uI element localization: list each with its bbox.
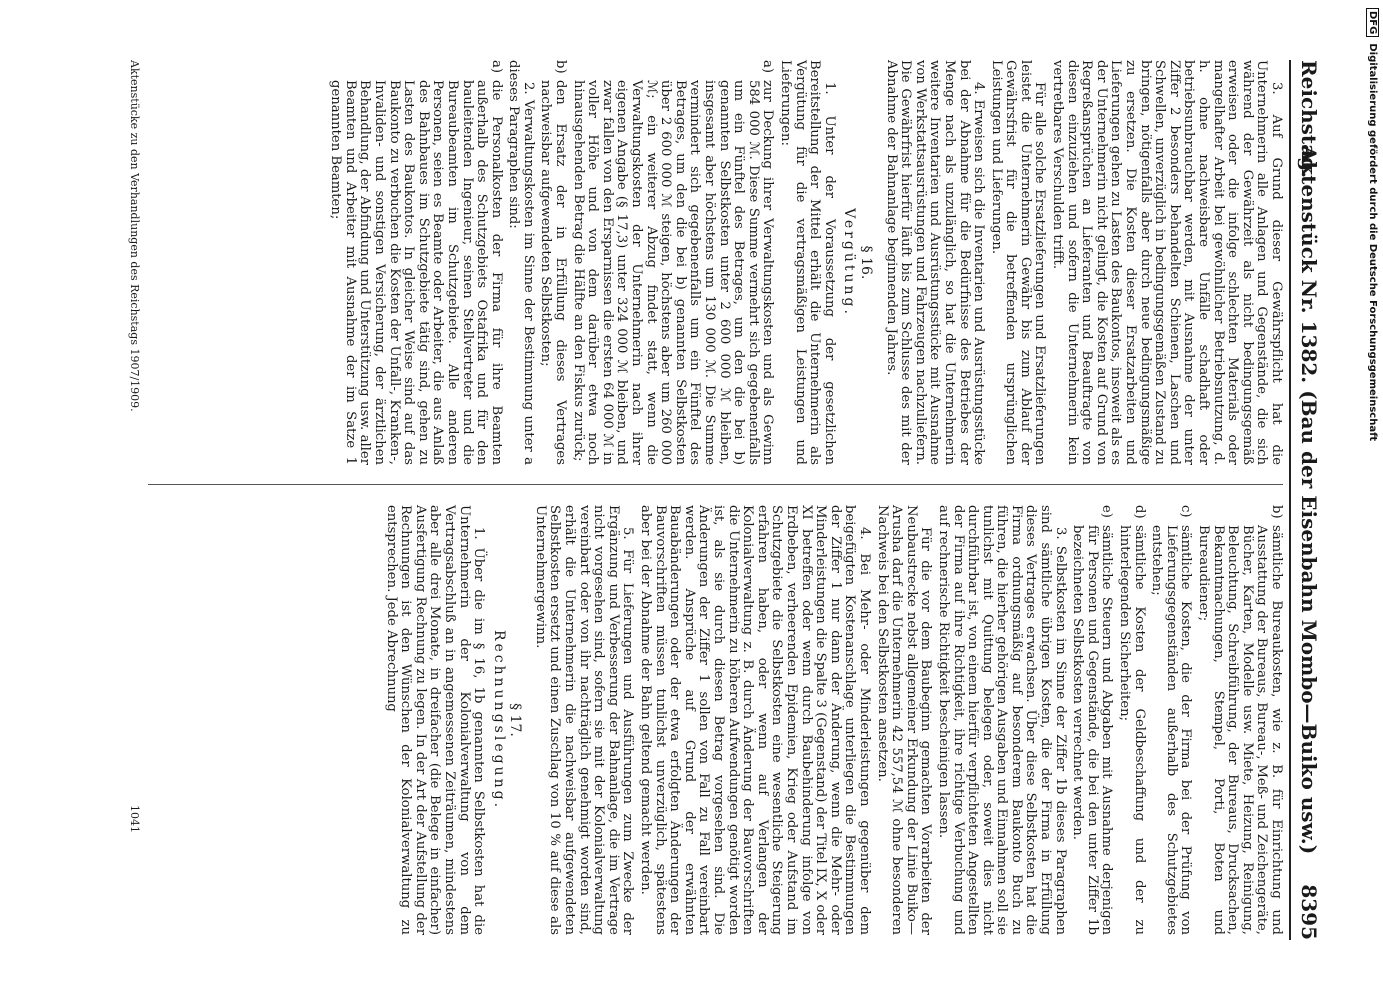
dfg-side-note (1363, 8, 1379, 998)
footer-left: Aktenstücke zu den Verhandlungen des Reichstags 1907/1909. (128, 60, 141, 412)
header-left: Reichstag. (1297, 60, 1321, 179)
list-item (1116, 505, 1145, 935)
right-column (380, 505, 1283, 935)
item-text: den Ersatz der in Erfüllung dieses Vertrages nachweisbar aufgewendeten Selbstkosten; (538, 80, 569, 465)
column-divider (148, 484, 1283, 485)
paragraph: 2. Verwaltungskosten im Sinne der Bestimmung unter a dieses Paragraphen sind: (506, 60, 536, 465)
page-number: 8395 (1297, 884, 1321, 940)
header-rule (1289, 60, 1291, 940)
item-label: b) (553, 60, 569, 74)
item-text: zur Deckung ihrer Verwaltungskosten und als Gewinn 584 000 ℳ. Diese Summe vermehrt sich gegebenenfalls um ein Fünftel des Betrages, um den die bei b) genannten Selbstkosten unter 2 600 000 ℳ bleiben, insgesamt aber höchstens um 130 000 ℳ. Die Summe vermindert sich gegebenenfalls um ein Fünftel des Betrages, um den die bei b) genannten Selbstkosten über 2 600 000 ℳ steigen, höchstens aber um 260 000 ℳ; ein weiterer Abzug findet statt, wenn die Verwaltungskosten der Unternehmerin nach ihrer eigenen Angabe (§ 17,3) unter 324 000 ℳ bleiben, und zwar fallen von den Ersparnissen die ersten 64 000 ℳ in voller Höhe und von dem darüber etwa noch hinausgehenden Betrag die Hälfte an den Fiskus zurück; (570, 80, 776, 465)
list-item (570, 60, 774, 465)
list-item (1149, 505, 1193, 935)
list-item (1195, 505, 1283, 935)
section-number: § 16. (857, 245, 874, 280)
page-header (1293, 60, 1321, 940)
section-number: § 17. (507, 703, 524, 737)
paragraph: Für alle solche Ersatzlieferungen und Ersatzlieferungen leistet die Unternehmerin Gewähr bis zum Ablauf der Gewährsfrist für die betreffenden ursprünglichen Leistungen und Lieferungen. (988, 60, 1048, 465)
paragraph: 5. Für Lieferungen und Ausführungen zum Zwecke der Ergänzung und Verbesserung der Bahnanlage, die im Vertrage nicht vorgesehen sind, sofern sie mit der Kolonialverwaltung vereinbart oder von ihr nachträglich genehmigt worden sind, erhält die Unternehmerin die nachweisbar aufgewendeten Selbstkosten ersetzt und einen Zuschlag von 10 % auf diese als Unternehmergewinn. (532, 505, 636, 935)
paragraph: 1. Über die im § 16, 1b genannten Selbstkosten hat die Unternehmerin der Kolonialverwaltung von dem Vertragsabschluß an in angemessenen Zeiträumen, mindestens aber alle drei Monate, in dreifacher (die Belege in einfacher) Ausfertigung Rechnung zu legen. In der Art der Aufstellung der Rechnungen ist den Wünschen der Kolonialverwaltung zu entsprechen. Jede Abrechnung (383, 505, 487, 935)
paragraph: 1. Unter der Voraussetzung der gesetzlichen Bereitstellung der Mittel erhält die Unternehmerin als Vergütung für die vertragsmäßigen Leistungen und Lieferungen: (778, 60, 837, 465)
paragraph: 4. Bei Mehr- oder Minderleistungen gegenüber dem beigefügten Kostenanschlage unterliegen die Bestimmungen der Ziffer 1 nur dann der Änderung, wenn die Mehr- oder Minderleistungen die Spalte 3 (Gegenstand) der Titel IX, X oder XI betreffen oder wenn durch Baubehinderung infolge von Erdbeben, verheerenden Epidemien, Krieg oder Aufstand im Schutzgebiete die Selbstkosten eine wesentliche Steigerung erfahren haben, oder wenn auf Verlangen der Kolonialverwaltung z. B. durch Änderung der Bauvorschriften die Unternehmerin zu höheren Aufwendungen genötigt worden ist, als sie durch diesen Betrag vorgesehen sind. Die Änderungen der Ziffer 1 sollen von Fall zu Fall vereinbart werden. Ansprüche auf Grund der erwähnten Bauabänderungen oder der etwa erfolgten Änderungen der Bauvorschriften müssen tunlichst unverzüglich, spätestens aber bei der Abnahme der Bahn geltend gemacht werden. (638, 505, 872, 935)
paragraph: 3. Selbstkosten im Sinne der Ziffer 1b dieses Paragraphen sind sämtliche übrigen Kosten, die der Firma in Erfüllung dieses Vertrages erwachsen. Über diese Selbstkosten hat die Firma ordnungsmäßig auf besonderem Baukonto Buch zu führen, die hierher gehörigen Ausgaben und Einnahmen soll sie tunlichst mit Quittung belegen oder, soweit dies nicht durchführbar ist, von einem hierfür verpflichteten Angestellten der Firma auf ihre Richtigkeit, ihre richtige Verbuchung und auf rechnerische Richtigkeit bescheinigen lassen. (935, 505, 1068, 935)
paragraph: 4. Erweisen sich die Inventarien und Ausrüstungsstücke bei der Abnahme für die Bedürfnisse des Betriebes der Menge nach als unzulänglich, so hat die Unternehmerin weitere Inventarien und Ausrüstungsstücke mit Ausnahme von Werkstattsausrüstungen und Fahrzeugen nachzuliefern. Die Gewährfrist hierfür läuft bis zum Schlusse des mit der Abnahme der Bahnanlage beginnenden Jahres. (883, 60, 987, 465)
item-text: sämtliche Bureaukosten, wie z. B. für Einrichtung und Ausstattung der Bureaus, Bureau-, Meß- und Zeichengeräte, Bücher, Karten, Modelle usw. Miete, Heizung, Reinigung, Beleuchtung, Schreibführung, der Bureaus, Drucksachen, Bekanntmachungen, Stempel, Porti, Boten und Bureaudiener; (1196, 525, 1284, 935)
item-text: sämtliche Steuern und Abgaben mit Ausnahme derjenigen für Personen und Gegenstände, die bei den unter Ziffer 1b bezeichneten Selbstkosten verrechnet werden. (1070, 525, 1115, 935)
section-title: Vergütung. (841, 208, 858, 317)
dfg-credit-text: Digitalisierung gefördert durch die Deutsche Forschungsgemeinschaft (1367, 43, 1378, 442)
item-label: d) (1131, 505, 1147, 519)
list-item (1070, 505, 1114, 935)
item-label: e) (1099, 505, 1115, 518)
left-column (325, 60, 1283, 465)
header-title: Aktenstück Nr. 1382. (Bau der Eisenbahn Mombo—Buiko usw.) (1297, 145, 1321, 855)
item-label: a) (760, 60, 776, 74)
item-text: sämtliche Kosten, die der Firma bei der Prüfung von Lieferungsgegenständen außerhalb des Schutzgebietes entstehen; (1149, 525, 1194, 935)
footer-page-number: 1041 (128, 805, 141, 833)
list-item (328, 60, 503, 465)
section-title: Rechnungslegung. (490, 629, 507, 811)
paragraph: 3. Auf Grund dieser Gewährspflicht hat die Unternehmerin alle Anlagen und Gegenstände, die sich während der Gewährzeit als nicht bedingungsgemäß erweisen oder die infolge schlechten Materials oder mangelhafter Arbeit bei gewöhnlicher Betriebsnutzung, d. h. ohne nachweisbare Unfälle schadhaft oder betriebsunbrauchbar werden, mit Ausnahme der unter Ziffer 2 besonders behandelten Schienen, Laschen und Schwellen, unverzüglich in bedingungsgemäßen Zustand zu bringen, nötigenfalls aber durch neue bedingungsmäßige zu ersetzen. Die Kosten dieser Ersatzarbeiten und Lieferungen gehen zu Lasten des Baukontos, insoweit als es der Unternehmerin nicht gelingt, die Kosten auf Grund von Regreßansprüchen an Lieferanten und Beauftragte von diesen einzuziehen und sofern die Unternehmerin kein vertretbares Verschulden trifft. (1050, 60, 1284, 465)
list-item (538, 60, 567, 465)
item-text: sämtliche Kosten der Geldbeschaffung und der zu hinterlegenden Sicherheiten; (1117, 525, 1147, 935)
item-label: b) (1269, 505, 1284, 519)
item-label: a) (488, 60, 504, 74)
item-label: c) (1178, 505, 1194, 518)
dfg-logo: DFG (1366, 8, 1379, 37)
item-text: die Personalkosten der Firma für ihre Beamten außerhalb des Schutzgebiets Ostafrika und für den bauleitenden Ingenieur, seinen Stellvertreter und die Bureaubeamten im Schutzgebiete. Alle anderen Personen, seien es Beamte oder Arbeiter, die aus Anlaß des Bahnbaues im Schutzgebiete tätig sind, gehen zu Lasten des Baukontos. In gleicher Weise sind auf das Baukonto zu verbuchen die Kosten der Unfall-, Kranken-, Invaliden- und sonstigen Versicherung, der ärztlichen Behandlung, der Abfindung und Unterstützung usw. aller Beamten und Arbeiter mit Ausnahme der im Satze 1 genannten Beamten; (328, 80, 504, 465)
paragraph: Für die vor dem Baubeginn gemachten Vorarbeiten der Neubaustrecke nebst allgemeiner Erkundung der Linie Buiko—Arusha darf die Unternehmerin 42 557,54 ℳ ohne besonderen Nachweis bei den Selbstkosten ansetzen. (874, 505, 934, 935)
